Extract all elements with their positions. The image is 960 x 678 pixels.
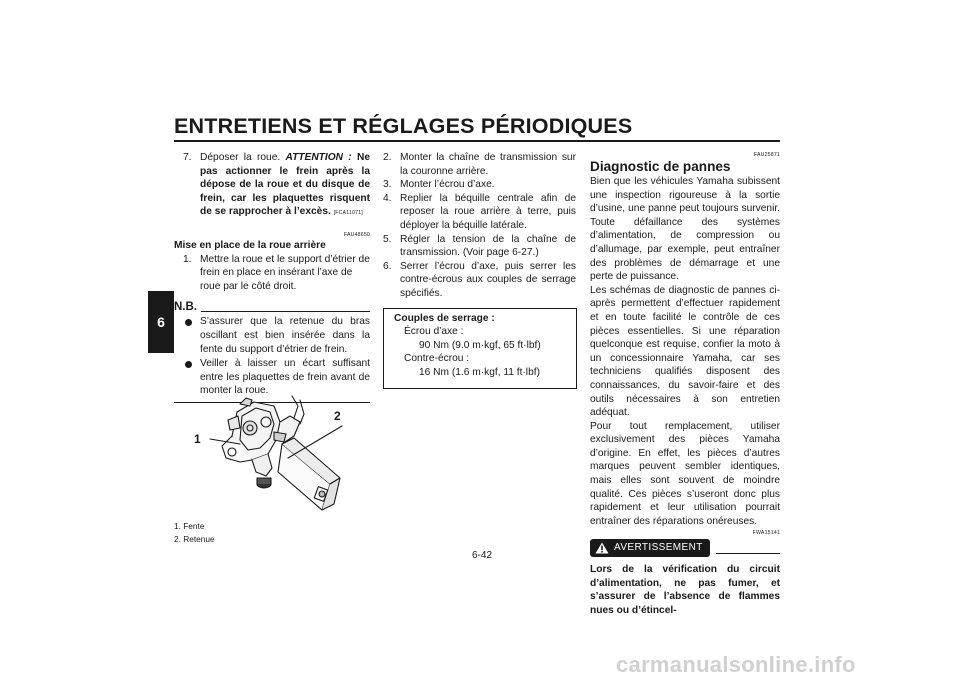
watermark: carmanualsonline.info bbox=[616, 652, 856, 677]
step-number: 2. bbox=[383, 152, 392, 163]
step-7 bbox=[174, 151, 370, 221]
page-title: ENTRETIENS ET RÉGLAGES PÉRIODIQUES bbox=[174, 114, 633, 138]
step-text: Monter la chaîne de transmission sur la couronne arrière. bbox=[400, 152, 576, 177]
nb-item-text: S’assurer que la retenue du bras oscillant est bien insérée dans la fente du support d’étrier de frein. bbox=[200, 316, 370, 355]
figure-label-1: 1 bbox=[194, 432, 201, 446]
step-text: Replier la béquille centrale afin de reposer la roue arrière à terre, puis déployer la béquille latérale. bbox=[400, 192, 576, 231]
step-number: 3. bbox=[383, 179, 392, 191]
step-number: 5. bbox=[383, 233, 392, 245]
step-text: Déposer la roue. bbox=[200, 152, 281, 163]
warning-rule bbox=[716, 553, 780, 554]
nb-item bbox=[174, 315, 370, 356]
warning-code: FWA15141 bbox=[752, 530, 780, 537]
torque-item-value: 90 Nm (9.0 m·kgf, 65 ft·lbf) bbox=[419, 339, 541, 351]
step-2 bbox=[383, 151, 576, 178]
step-text: Monter l’écrou d’axe. bbox=[400, 179, 495, 191]
column-left bbox=[174, 151, 370, 403]
step-3 bbox=[383, 178, 576, 192]
step-text: Mettre la roue et le support d’étrier de frein en place en insérant l’axe de roue par le côté droit. bbox=[200, 253, 370, 292]
bullet-icon bbox=[185, 361, 192, 368]
paragraph: Pour tout remplacement, utiliser exclusivement des pièces Yamaha d’origine. En effet, les pièces d’autres marques peuvent sembler identiques, mais elles sont souvent de moindre qualité. Ces pièces s’useront donc plus rapidement et leur utilisation pourrait entraîner des réparations onéreuses. bbox=[590, 420, 780, 527]
torque-item-label: Écrou d’axe : bbox=[404, 326, 464, 338]
step-5 bbox=[383, 233, 576, 260]
step-text: Serrer l’écrou d’axe, puis serrer les contre-écrous aux couples de serrage spécifiés. bbox=[400, 260, 576, 299]
warning-text: Lors de la vérification du circuit d’alimentation, ne pas fumer, et s’assurer de l’absence de flammes nues ou d’étincel- bbox=[590, 564, 780, 616]
warning-header bbox=[590, 539, 780, 557]
figure-caption bbox=[174, 520, 215, 545]
column-middle bbox=[383, 151, 576, 389]
bullet-icon bbox=[185, 319, 192, 326]
nb-label: N.B. bbox=[174, 301, 197, 314]
step-number: 6. bbox=[383, 260, 392, 272]
page-number: 6-42 bbox=[471, 550, 492, 561]
torque-item-value: 16 Nm (1.6 m·kgf, 11 ft·lbf) bbox=[419, 366, 540, 378]
step-6 bbox=[383, 260, 576, 301]
column-right bbox=[590, 151, 780, 617]
torque-box bbox=[383, 308, 577, 389]
caliper-illustration bbox=[182, 392, 362, 522]
paragraph: Bien que les véhicules Yamaha subissent une inspection rigoureuse à la sortie d’usine, une panne peut toujours survenir. Toute défaillance des systèmes d’alimentation, de compression ou d’allumage, par exemple, peut entraîner des problèmes de démarrage et une perte de puissance. bbox=[590, 176, 780, 283]
caption-item: 2. Retenue bbox=[174, 533, 215, 544]
chapter-tab[interactable]: 6 bbox=[148, 291, 174, 353]
step-number: 7. bbox=[183, 152, 192, 163]
step-text: Régler la tension de la chaîne de transmission. (Voir page 6-27.) bbox=[400, 233, 576, 259]
paragraph: Les schémas de diagnostic de pannes ci-après permettent d’effectuer rapidement et en toute facilité le contrôle de ces pièces essentielles. Si une réparation quelconque est requise, confier la moto à un concessionnaire Yamaha, car ses techniciens qualifiés disposent des connaissances, du savoir-faire et des outils nécessaires à son entretien adéquat. bbox=[590, 284, 780, 419]
nb-item-text: Veiller à laisser un écart suffisant entre les plaquettes de frein avant de monter la roue. bbox=[200, 358, 370, 397]
warning-icon bbox=[595, 542, 609, 554]
figure-label-2: 2 bbox=[334, 409, 341, 423]
attention-code: [FCA11071] bbox=[333, 210, 363, 217]
section-title: Diagnostic de pannes bbox=[590, 159, 731, 174]
attention-label: ATTENTION : bbox=[285, 152, 352, 163]
title-rule bbox=[174, 140, 780, 142]
step-number: 4. bbox=[383, 192, 392, 204]
warning-badge bbox=[590, 539, 710, 557]
section-code: FAU25871 bbox=[753, 152, 780, 158]
nb-header bbox=[174, 301, 370, 314]
section-title: Mise en place de la roue arrière bbox=[174, 239, 326, 251]
section-code: FAU48650 bbox=[343, 231, 370, 238]
torque-item-label: Contre-écrou : bbox=[404, 353, 470, 365]
step-4 bbox=[383, 192, 576, 233]
caption-item: 1. Fente bbox=[174, 521, 205, 531]
torque-title: Couples de serrage : bbox=[394, 312, 495, 324]
warning-label: AVERTISSEMENT bbox=[614, 542, 703, 554]
step-number: 1. bbox=[183, 253, 192, 265]
nb-rule bbox=[201, 311, 370, 312]
step-1 bbox=[174, 253, 370, 294]
attention-text: Ne pas actionner le frein après la dépose de la roue et du disque de frein, car les plaquettes risquent de se rapprocher à l’excès. bbox=[200, 152, 370, 218]
